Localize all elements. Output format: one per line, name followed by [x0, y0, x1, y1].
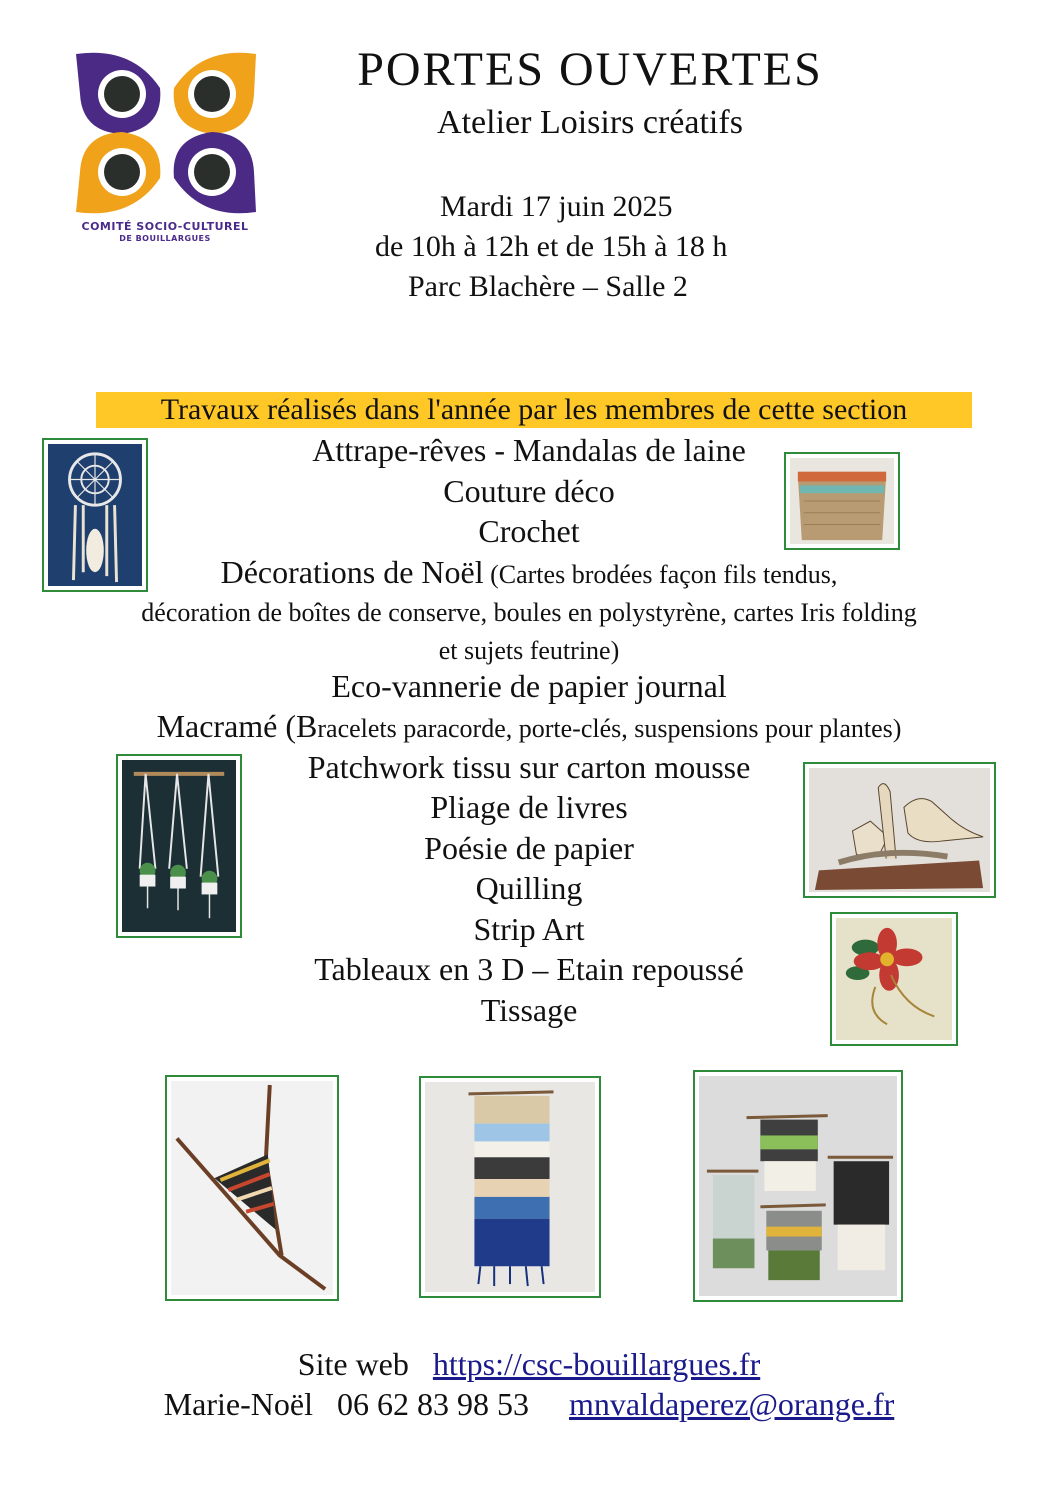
long-weaving-image — [425, 1082, 595, 1292]
photo-dreamcatcher — [42, 438, 148, 592]
logo-icon — [72, 48, 262, 218]
photo-fabric-basket — [784, 452, 900, 550]
photo-weaving-long — [419, 1076, 601, 1298]
activity-item: Quilling — [475, 870, 583, 906]
dreamcatcher-image — [48, 444, 142, 586]
contact-phone: 06 62 83 98 53 — [336, 1386, 529, 1422]
activity-note: décoration de boîtes de conserve, boules en polystyrène, cartes Iris folding — [141, 598, 917, 627]
page-subtitle: Atelier Loisirs créatifs — [437, 104, 743, 141]
activity-note-line — [0, 630, 1058, 667]
footer-website-line — [0, 1346, 1058, 1383]
activity-item: Tableaux en 3 D – Etain repoussé — [314, 951, 744, 987]
contact-email-link[interactable]: mnvaldaperez@orange.fr — [568, 1386, 895, 1422]
basket-image — [790, 458, 894, 544]
logo-text-line2: DE BOUILLARGUES — [119, 234, 211, 243]
activity-item — [0, 554, 1058, 591]
footer-contact-line — [0, 1386, 1058, 1423]
photo-book-folding-bird — [803, 762, 996, 898]
website-link[interactable]: https://csc-bouillargues.fr — [432, 1346, 761, 1382]
activity-item: Attrape-rêves - Mandalas de laine — [312, 432, 746, 468]
photo-weaving-group — [693, 1070, 903, 1302]
activity-item: Tissage — [480, 992, 578, 1028]
event-hours: de 10h à 12h et de 15h à 18 h — [375, 230, 728, 263]
activity-item: Patchwork tissu sur carton mousse — [307, 749, 751, 785]
activity-note: (Cartes brodées façon fils tendus, — [483, 560, 838, 589]
photo-weaving-branch — [165, 1075, 339, 1301]
activity-item: Eco-vannerie de papier journal — [331, 668, 727, 704]
activity-main: Macramé (B — [156, 708, 318, 744]
branch-weaving-image — [171, 1081, 333, 1295]
activity-item: Crochet — [478, 513, 580, 549]
activity-item: Pliage de livres — [430, 789, 628, 825]
activity-item: Strip Art — [473, 911, 585, 947]
activity-note-line — [0, 592, 1058, 629]
page-title: PORTES OUVERTES — [357, 43, 823, 96]
activity-item: Poésie de papier — [424, 830, 634, 866]
quilling-image — [836, 918, 952, 1040]
website-label: Site web — [297, 1346, 409, 1382]
photo-macrame-hangers — [116, 754, 242, 938]
paper-bird-image — [809, 768, 990, 892]
event-place: Parc Blachère – Salle 2 — [408, 270, 688, 303]
contact-name: Marie-Noël — [163, 1386, 313, 1422]
activity-item: Couture déco — [443, 473, 615, 509]
event-date: Mardi 17 juin 2025 — [440, 190, 673, 223]
activity-note: racelets paracorde, porte-clés, suspensions pour plantes) — [317, 714, 902, 743]
csc-logo — [72, 48, 262, 248]
logo-text-line1: COMITÉ SOCIO-CULTUREL — [81, 220, 249, 233]
macrame-image — [122, 760, 236, 932]
group-weaving-image — [699, 1076, 897, 1296]
photo-quilling-flower — [830, 912, 958, 1046]
activity-main: Décorations de Noël — [220, 554, 484, 590]
section-heading: Travaux réalisés dans l'année par les membres de cette section — [160, 393, 908, 426]
activity-note: et sujets feutrine) — [438, 636, 620, 665]
activity-item — [0, 708, 1058, 745]
